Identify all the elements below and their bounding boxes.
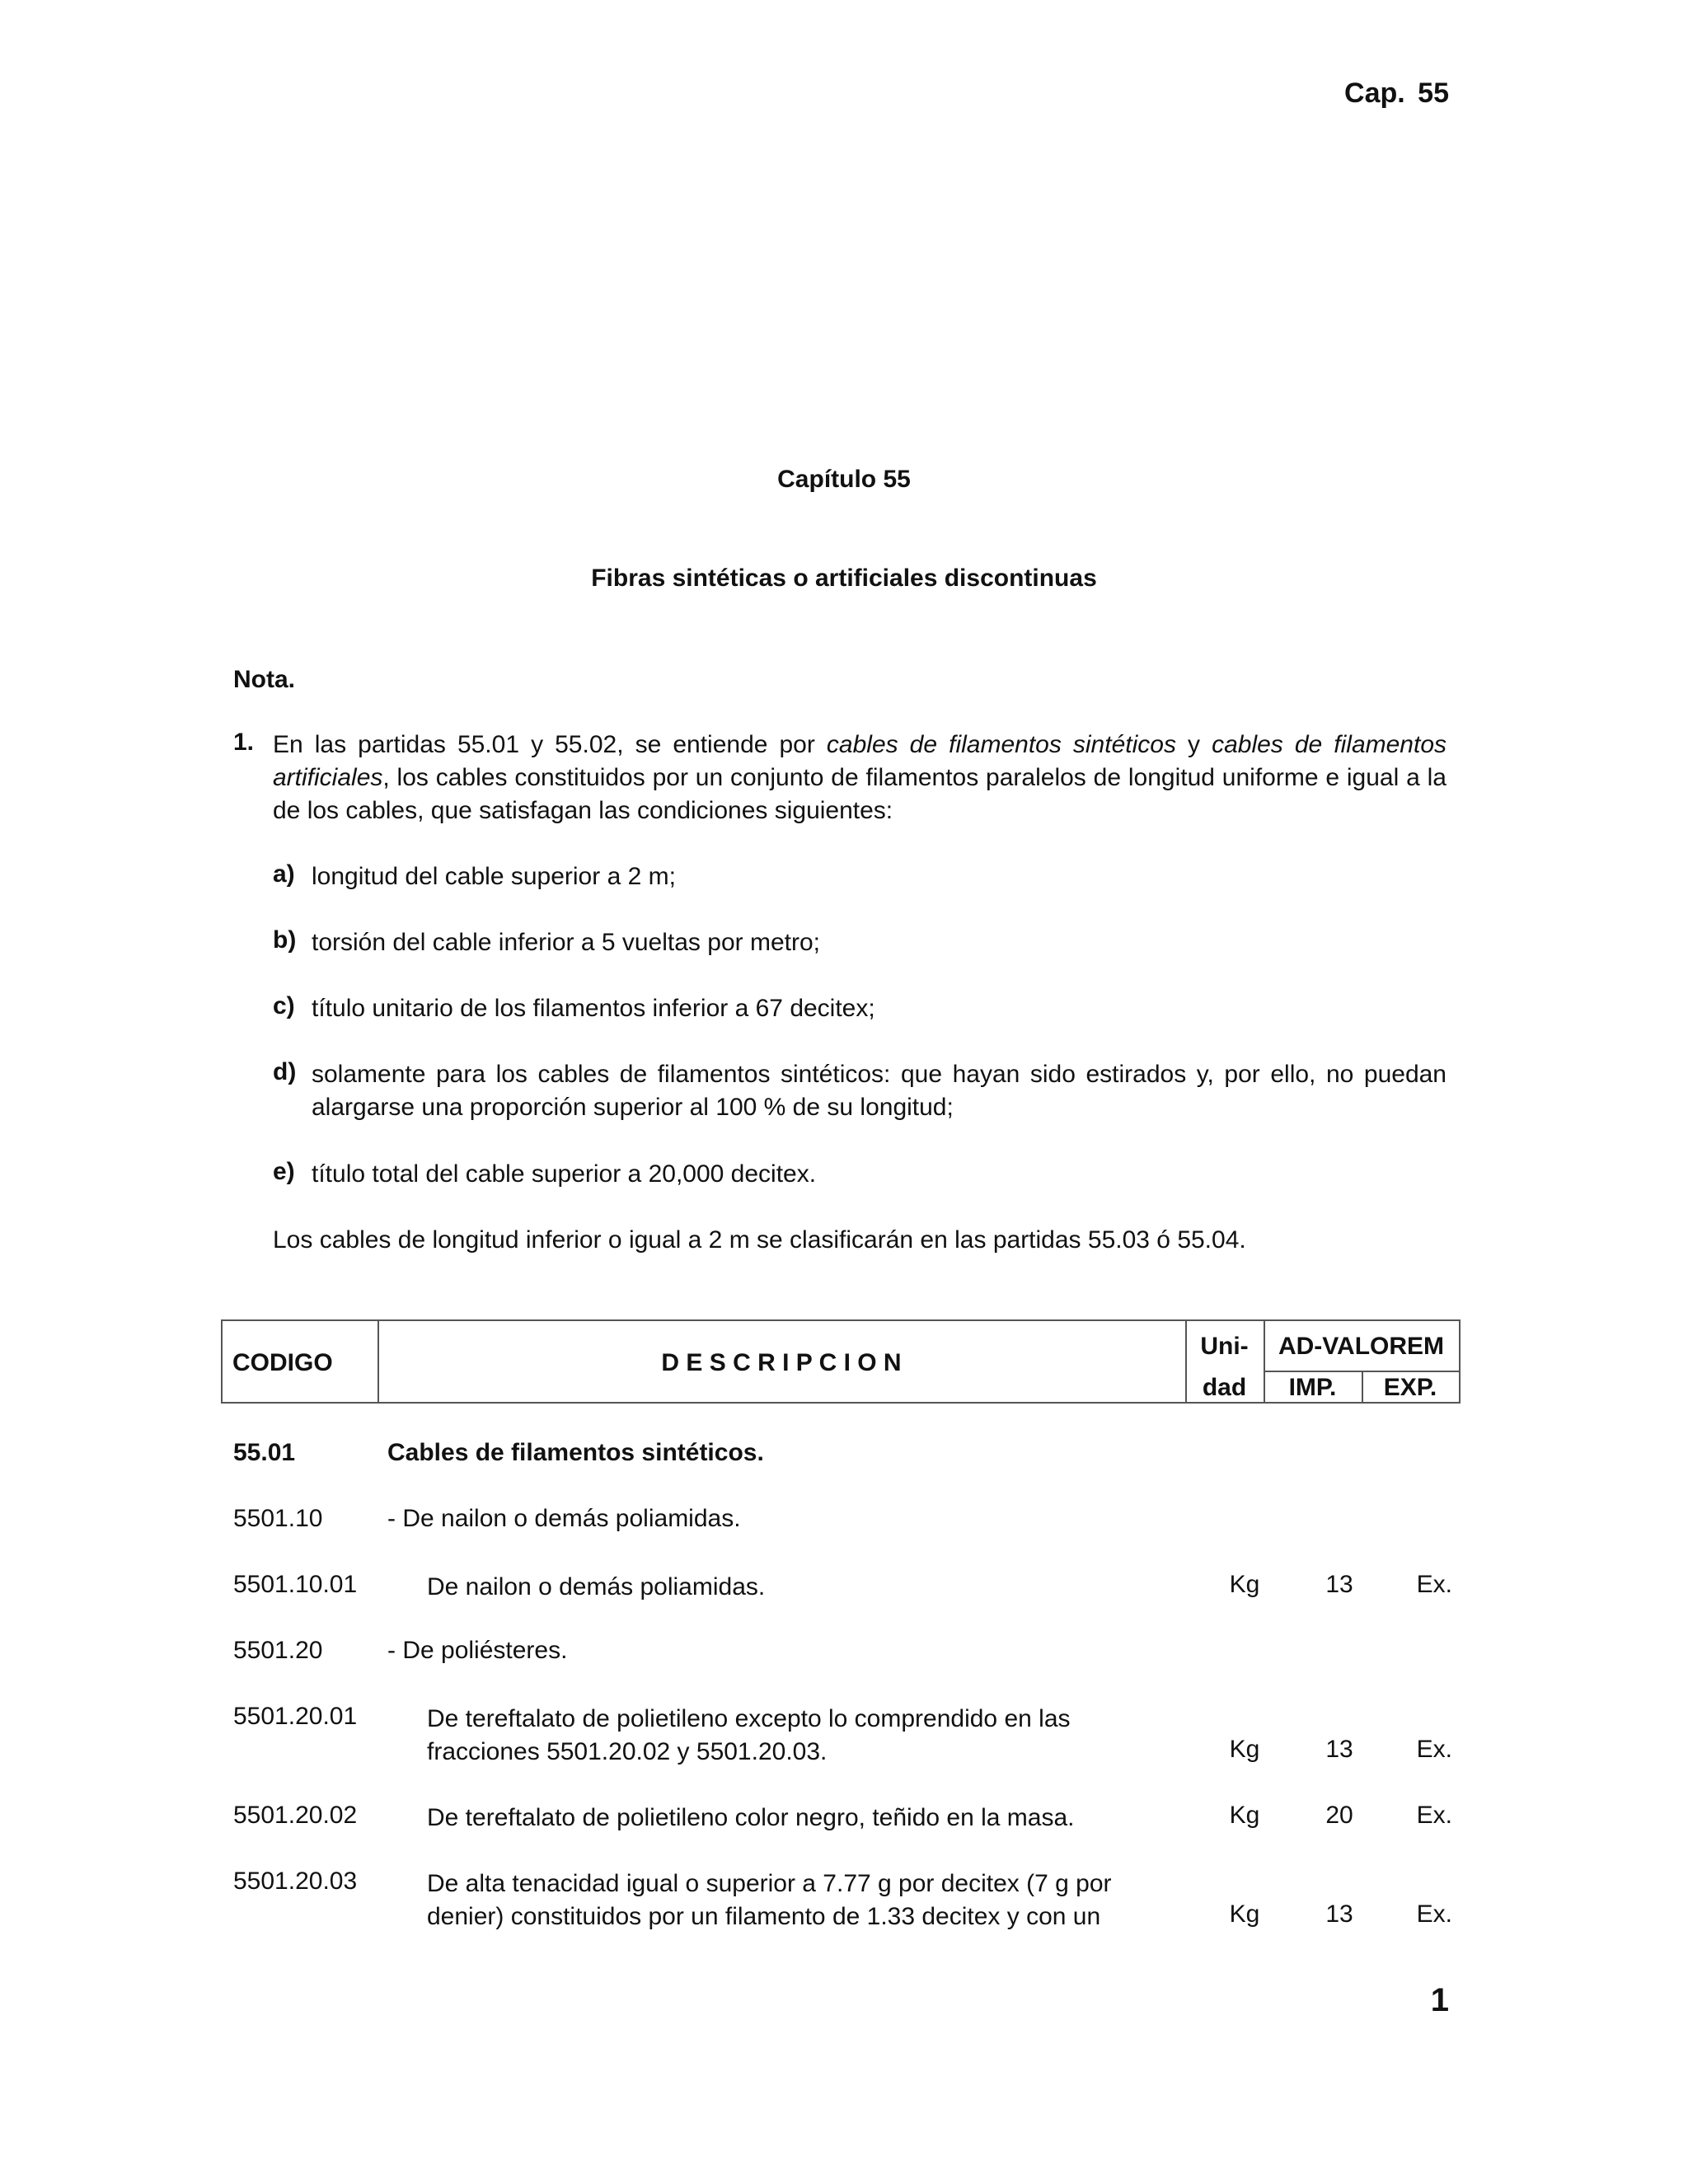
row-unit: Kg — [1229, 1736, 1260, 1763]
row-unit: Kg — [1229, 1900, 1260, 1928]
item-label: a) — [273, 860, 295, 888]
note-number: 1. — [233, 729, 255, 756]
row-code: 5501.20 — [233, 1637, 323, 1664]
row-desc: De alta tenacidad igual o superior a 7.77 g por decitex (7 g por — [427, 1870, 1112, 1897]
row-code: 5501.20.03 — [233, 1868, 358, 1895]
item-text: longitud del cable superior a 2 m; — [312, 863, 676, 890]
page-number: 1 — [1430, 1982, 1449, 2018]
row-code: 5501.10 — [233, 1505, 323, 1532]
item-text: título unitario de los filamentos inferior a 67 decitex; — [312, 995, 875, 1022]
item-label: b) — [273, 926, 297, 954]
header-unidad-2: dad — [1202, 1374, 1247, 1401]
nota-heading: Nota. — [233, 666, 295, 693]
item-text: título total del cable superior a 20,000 decitex. — [312, 1160, 817, 1188]
row-imp: 20 — [1325, 1802, 1353, 1829]
row-exp: Ex. — [1416, 1802, 1452, 1829]
header-exp: EXP. — [1383, 1374, 1437, 1401]
note-paragraph: En las partidas 55.01 y 55.02, se entiende por cables de filamentos sintéticos y cables de filamentos artificiales, los cables constituidos por un conjunto de filamentos paralelos de longitud uniforme e igual a la de los cables, que satisfagan las condiciones siguientes: — [273, 731, 1447, 824]
table-header — [221, 1319, 1461, 1404]
row-exp: Ex. — [1416, 1571, 1452, 1598]
header-unidad: Uni- — [1200, 1333, 1249, 1360]
row-desc: - De poliésteres. — [387, 1637, 568, 1664]
row-imp: 13 — [1325, 1736, 1353, 1763]
row-unit: Kg — [1229, 1802, 1260, 1829]
item-label: d) — [273, 1058, 297, 1085]
row-desc: De tereftalato de polietileno excepto lo comprendido en las — [427, 1705, 1071, 1732]
item-text: torsión del cable inferior a 5 vueltas por metro; — [312, 929, 820, 956]
chapter-header: Cap. 55 — [1344, 77, 1449, 109]
item-label: c) — [273, 992, 295, 1019]
item-text: solamente para los cables de filamentos sintéticos: que hayan sido estirados y, por ello, no puedan alargarse una proporción superior al 100 % de su longitud; — [312, 1061, 1447, 1121]
row-imp: 13 — [1325, 1900, 1353, 1928]
row-unit: Kg — [1229, 1571, 1260, 1598]
header-imp: IMP. — [1288, 1374, 1337, 1401]
row-exp: Ex. — [1416, 1900, 1452, 1928]
row-desc-continued: denier) constituidos por un filamento de 1.33 decitex y con un — [427, 1903, 1101, 1930]
chapter-subtitle: Fibras sintéticas o artificiales discontinuas — [591, 565, 1097, 592]
item-label: e) — [273, 1158, 295, 1185]
row-desc: De nailon o demás poliamidas. — [427, 1573, 766, 1601]
row-desc-continued: fracciones 5501.20.02 y 5501.20.03. — [427, 1738, 828, 1765]
note-closing: Los cables de longitud inferior o igual a 2 m se clasificarán en las partidas 55.03 ó 55.04. — [273, 1226, 1246, 1254]
row-code: 5501.20.02 — [233, 1802, 358, 1829]
row-imp: 13 — [1325, 1571, 1353, 1598]
row-code: 55.01 — [233, 1439, 296, 1466]
row-exp: Ex. — [1416, 1736, 1452, 1763]
row-desc: - De nailon o demás poliamidas. — [387, 1505, 741, 1532]
header-advalorem: AD-VALOREM — [1278, 1333, 1445, 1360]
header-descripcion: D E S C R I P C I O N — [661, 1349, 902, 1376]
row-code: 5501.20.01 — [233, 1703, 358, 1730]
row-code: 5501.10.01 — [233, 1571, 358, 1598]
chapter-title: Capítulo 55 — [777, 466, 911, 493]
row-desc: De tereftalato de polietileno color negro, teñido en la masa. — [427, 1804, 1075, 1831]
row-desc: Cables de filamentos sintéticos. — [387, 1439, 764, 1466]
header-codigo: CODIGO — [232, 1349, 333, 1376]
